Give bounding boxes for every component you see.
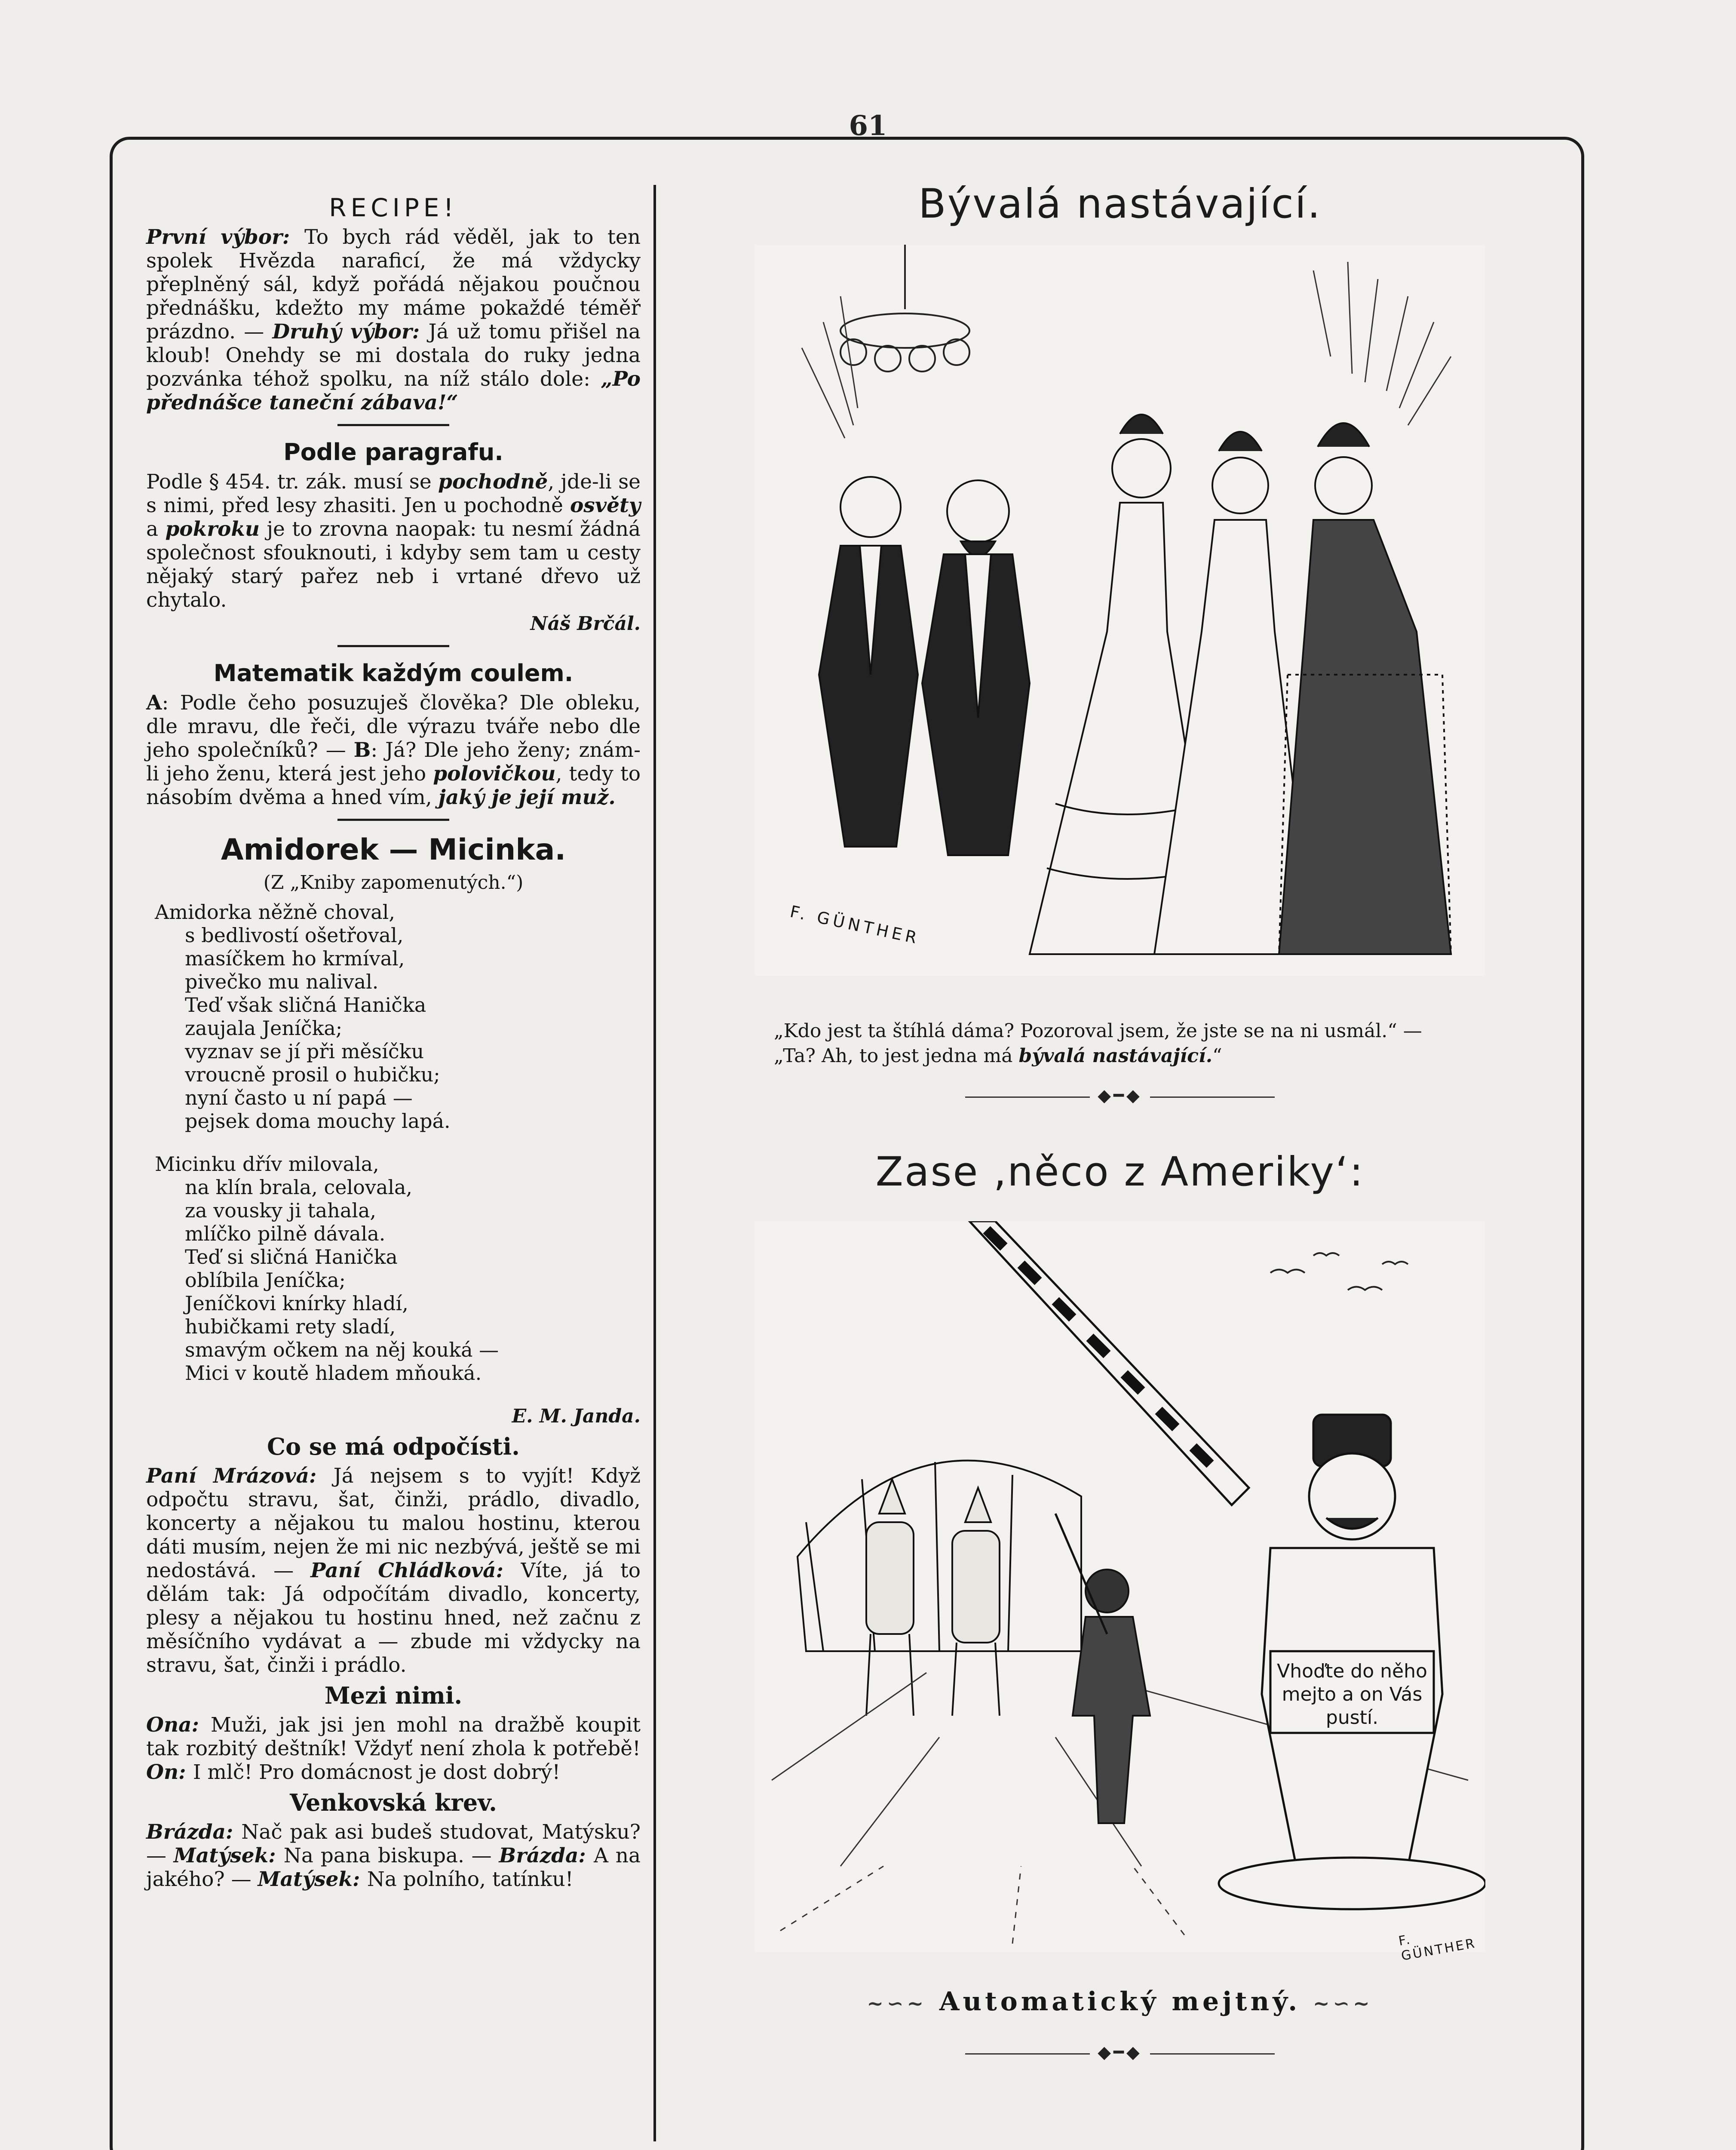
article-mezi [146,1680,641,1784]
divider-rule [337,645,449,647]
body-text: Na pana biskupa. — [283,1844,499,1867]
poem [146,900,641,1385]
cartoon-label-text: Automatický mejtný. [939,1987,1301,2017]
article-recipe [146,193,641,415]
article-subtitle: (Z „Kniby zapomenutých.“) [263,872,524,894]
ballroom-drawing [755,245,1485,976]
caption-line: „Kdo jest ta štíhlá dáma? Pozoroval jsem, že jste se na ni usmál.“ — [774,1020,1422,1042]
automaton-sign [1276,1660,1429,1729]
left-column [146,189,641,1891]
poem-line: oblíbila Jeníčka; [185,1268,346,1292]
cartoon-label [671,1987,1569,2017]
article-body [146,1820,641,1891]
body-text: A na jakého? — [146,1844,641,1891]
ornament-divider: ◆━◆ [671,2042,1569,2062]
body-text: je to zrovna naopak: tu nesmí žádná společnost sfouknouti, i kdyby sem tam u cesty nějaký starý pařez neb i vrtané dřevo už chytalo. [146,517,641,612]
poem-line: na klín brala, celovala, [185,1176,413,1199]
emphasis-text: Paní Chládková: [310,1559,521,1582]
signature: Náš Brčál. [530,613,641,635]
poem-line: Mici v koutě hladem mňouká. [185,1361,482,1385]
poem-line: hubičkami rety sladí, [185,1315,396,1338]
poem-line: vyznav se jí při měsíčku [185,1040,424,1063]
emphasis-text: pochodně [438,470,548,494]
right-column [671,181,1569,2072]
article-title: Co se má odpočísti. [267,1433,520,1460]
poem-line: pivečko mu nalival. [185,970,379,993]
emphasis-text: Ona: [146,1713,211,1737]
ornament-bar [965,1096,1090,1098]
sign-line: mejto a on Vás [1282,1683,1423,1705]
emphasis-text: osvěty [570,494,641,517]
body-text: , tedy to násobím dvěma a hned vím, [146,762,641,809]
artist-signature: F. GÜNTHER [1397,1932,1478,1964]
body-text: Podle § 454. tr. zák. musí se [146,470,438,494]
body-text: To bych rád věděl, jak to ten spolek Hvězda naraficí, že má vždycky přeplněný sál, když pořádá nějakou poučnou přednášku, kdežto my máme pokaždé téměř prázdno. — [146,225,641,344]
emphasis-text: Matýsek: [258,1867,367,1891]
article-title: Venkovská krev. [290,1789,497,1816]
cartoon-title: Bývalá nastávající. [918,181,1322,227]
gentlemen [819,477,1030,855]
column-divider [653,185,656,2141]
poem-line: Teď si sličná Hanička [185,1245,398,1268]
article-body [146,691,641,809]
article-title: Matematik každým coulem. [213,660,574,687]
body-text: Já nejsem s to vyjít! Když odpočtu stravu, šat, činži, prádlo, divadlo, koncerty a nějakou tu malou hostinu, kterou dáti musím, nejen že mi nic nezbývá, ještě se mi nedostává. — [146,1464,641,1582]
body-text: Na polního, tatínku! [367,1867,574,1891]
poem-stanza [155,1152,641,1385]
article-title: RECIPE! [329,193,458,222]
article-paragraph [146,437,641,636]
emphasis-text: Brázda: [499,1844,594,1867]
emphasis-text: polovičkou [433,762,556,786]
body-text: Nač pak asi budeš studovat, Matýsku? — [146,1820,641,1867]
ladies [1030,415,1451,954]
chandelier [840,245,969,372]
cartoon-title: Zase ‚něco z Ameriky‘: [875,1149,1365,1195]
swirl-ornament-left: ~∽~ [867,1992,927,2015]
wagon [797,1461,1081,1716]
emphasis-text: První výbor: [146,225,305,249]
caption-emphasis: bývalá nastávající. [1018,1045,1213,1067]
poem-line: vroucně prosil o hubičku; [185,1063,440,1086]
foliage [802,262,1451,438]
emphasis-text: pokroku [165,517,260,541]
divider-rule [337,819,449,821]
article-odpocisti [146,1431,641,1677]
caption-text: „Ta? Ah, to jest jedna má [774,1045,1019,1067]
poem-stanza [155,900,641,1133]
poem-line: pejsek doma mouchy lapá. [185,1109,451,1133]
page-number: 61 [849,110,887,142]
article-venkovska [146,1788,641,1891]
emphasis-text: Paní Mrázová: [146,1464,334,1488]
body-text: , jde-li se s nimi, před lesy zhasiti. Jen u pochodně [146,470,641,517]
emphasis-text: Druhý výbor: [272,320,429,344]
body-text: Muži, jak jsi jen mohl na dražbě koupit tak rozbitý deštník! Vždyť není zhola k potřebě! [146,1713,641,1760]
emphasis-text: „Po přednášce taneční zábava!“ [146,367,641,415]
caption-text: “ [1212,1045,1222,1067]
article-body [146,1713,641,1784]
toll-drawing [755,1221,1485,1952]
poem-line: masíčkem ho krmíval, [185,947,405,970]
article-body [146,470,641,612]
body-text: : Já? Dle jeho ženy; znám-li jeho ženu, která jest jeho [146,738,641,786]
poem-line: zaujala Jeníčka; [185,1017,343,1040]
bold-text: A [146,691,162,715]
ornament-bar [1150,1096,1275,1098]
cartoon-caption [671,1019,1569,1069]
emphasis-text: On: [146,1760,193,1784]
swirl-ornament-right: ~∽~ [1313,1992,1373,2015]
birds [1270,1253,1408,1290]
article-matematik [146,658,641,809]
emphasis-text: Brázda: [146,1820,242,1844]
divider-rule [337,424,449,426]
body-text: Já už tomu přišel na kloub! Onehdy se mi dostala do ruky jedna pozvánka téhož spolku, na níž stálo dole: [146,320,641,391]
body-text: Víte, já to dělám tak: Já odpočítám divadlo, koncerty, plesy a nějakou tu hostinu hned, než začnu z měsíčního vydávat a — zbude mi vždycky na stravu, šat, činži i prádlo. [146,1559,641,1677]
sign-line: pustí. [1325,1707,1379,1729]
poem-line: Micinku dřív milovala, [155,1152,379,1176]
artist-signature: F. GÜNTHER [788,902,922,948]
article-amidorek [146,832,641,1428]
poem-line: Amidorka něžně choval, [155,900,395,924]
article-title: Mezi nimi. [324,1682,463,1709]
body-text: I mlč! Pro domácnost je dost dobrý! [193,1760,561,1784]
body-text: : Podle čeho posuzuješ člověka? Dle obleku, dle mravu, dle řeči, dle výrazu tváře nebo dle jeho společníků? — [146,691,641,762]
article-body [146,225,641,415]
signature: E. M. Janda. [512,1405,641,1427]
caption-line [774,1044,1569,1069]
poem-line: nyní často u ní papá — [185,1086,413,1109]
ornament-bar [1150,2053,1275,2055]
article-title: Podle paragrafu. [283,439,503,466]
poem-line: mlíčko pilně dávala. [185,1222,386,1245]
barrier-pole [969,1221,1249,1505]
ballroom-illustration [755,245,1485,976]
emphasis-text: Matýsek: [173,1844,284,1867]
poem-line: Teď však sličná Hanička [185,993,426,1017]
poem-line: smavým očkem na něj kouká — [185,1338,499,1361]
toll-illustration [755,1221,1485,1964]
poem-line: za vousky ji tahala, [185,1199,376,1222]
poem-line: Jeníčkovi knírky hladí, [185,1292,408,1315]
ornament-bar [965,2053,1090,2055]
article-title: Amidorek — Micinka. [221,833,566,867]
emphasis-text: jaký je její muž. [438,786,616,809]
poem-line: s bedlivostí ošetřoval, [185,924,404,947]
body-text: a [146,517,166,541]
ornament-divider: ◆━◆ [671,1086,1569,1106]
sign-line: Vhoďte do něho [1277,1660,1427,1682]
article-body [146,1464,641,1677]
bold-text: B [353,738,371,762]
